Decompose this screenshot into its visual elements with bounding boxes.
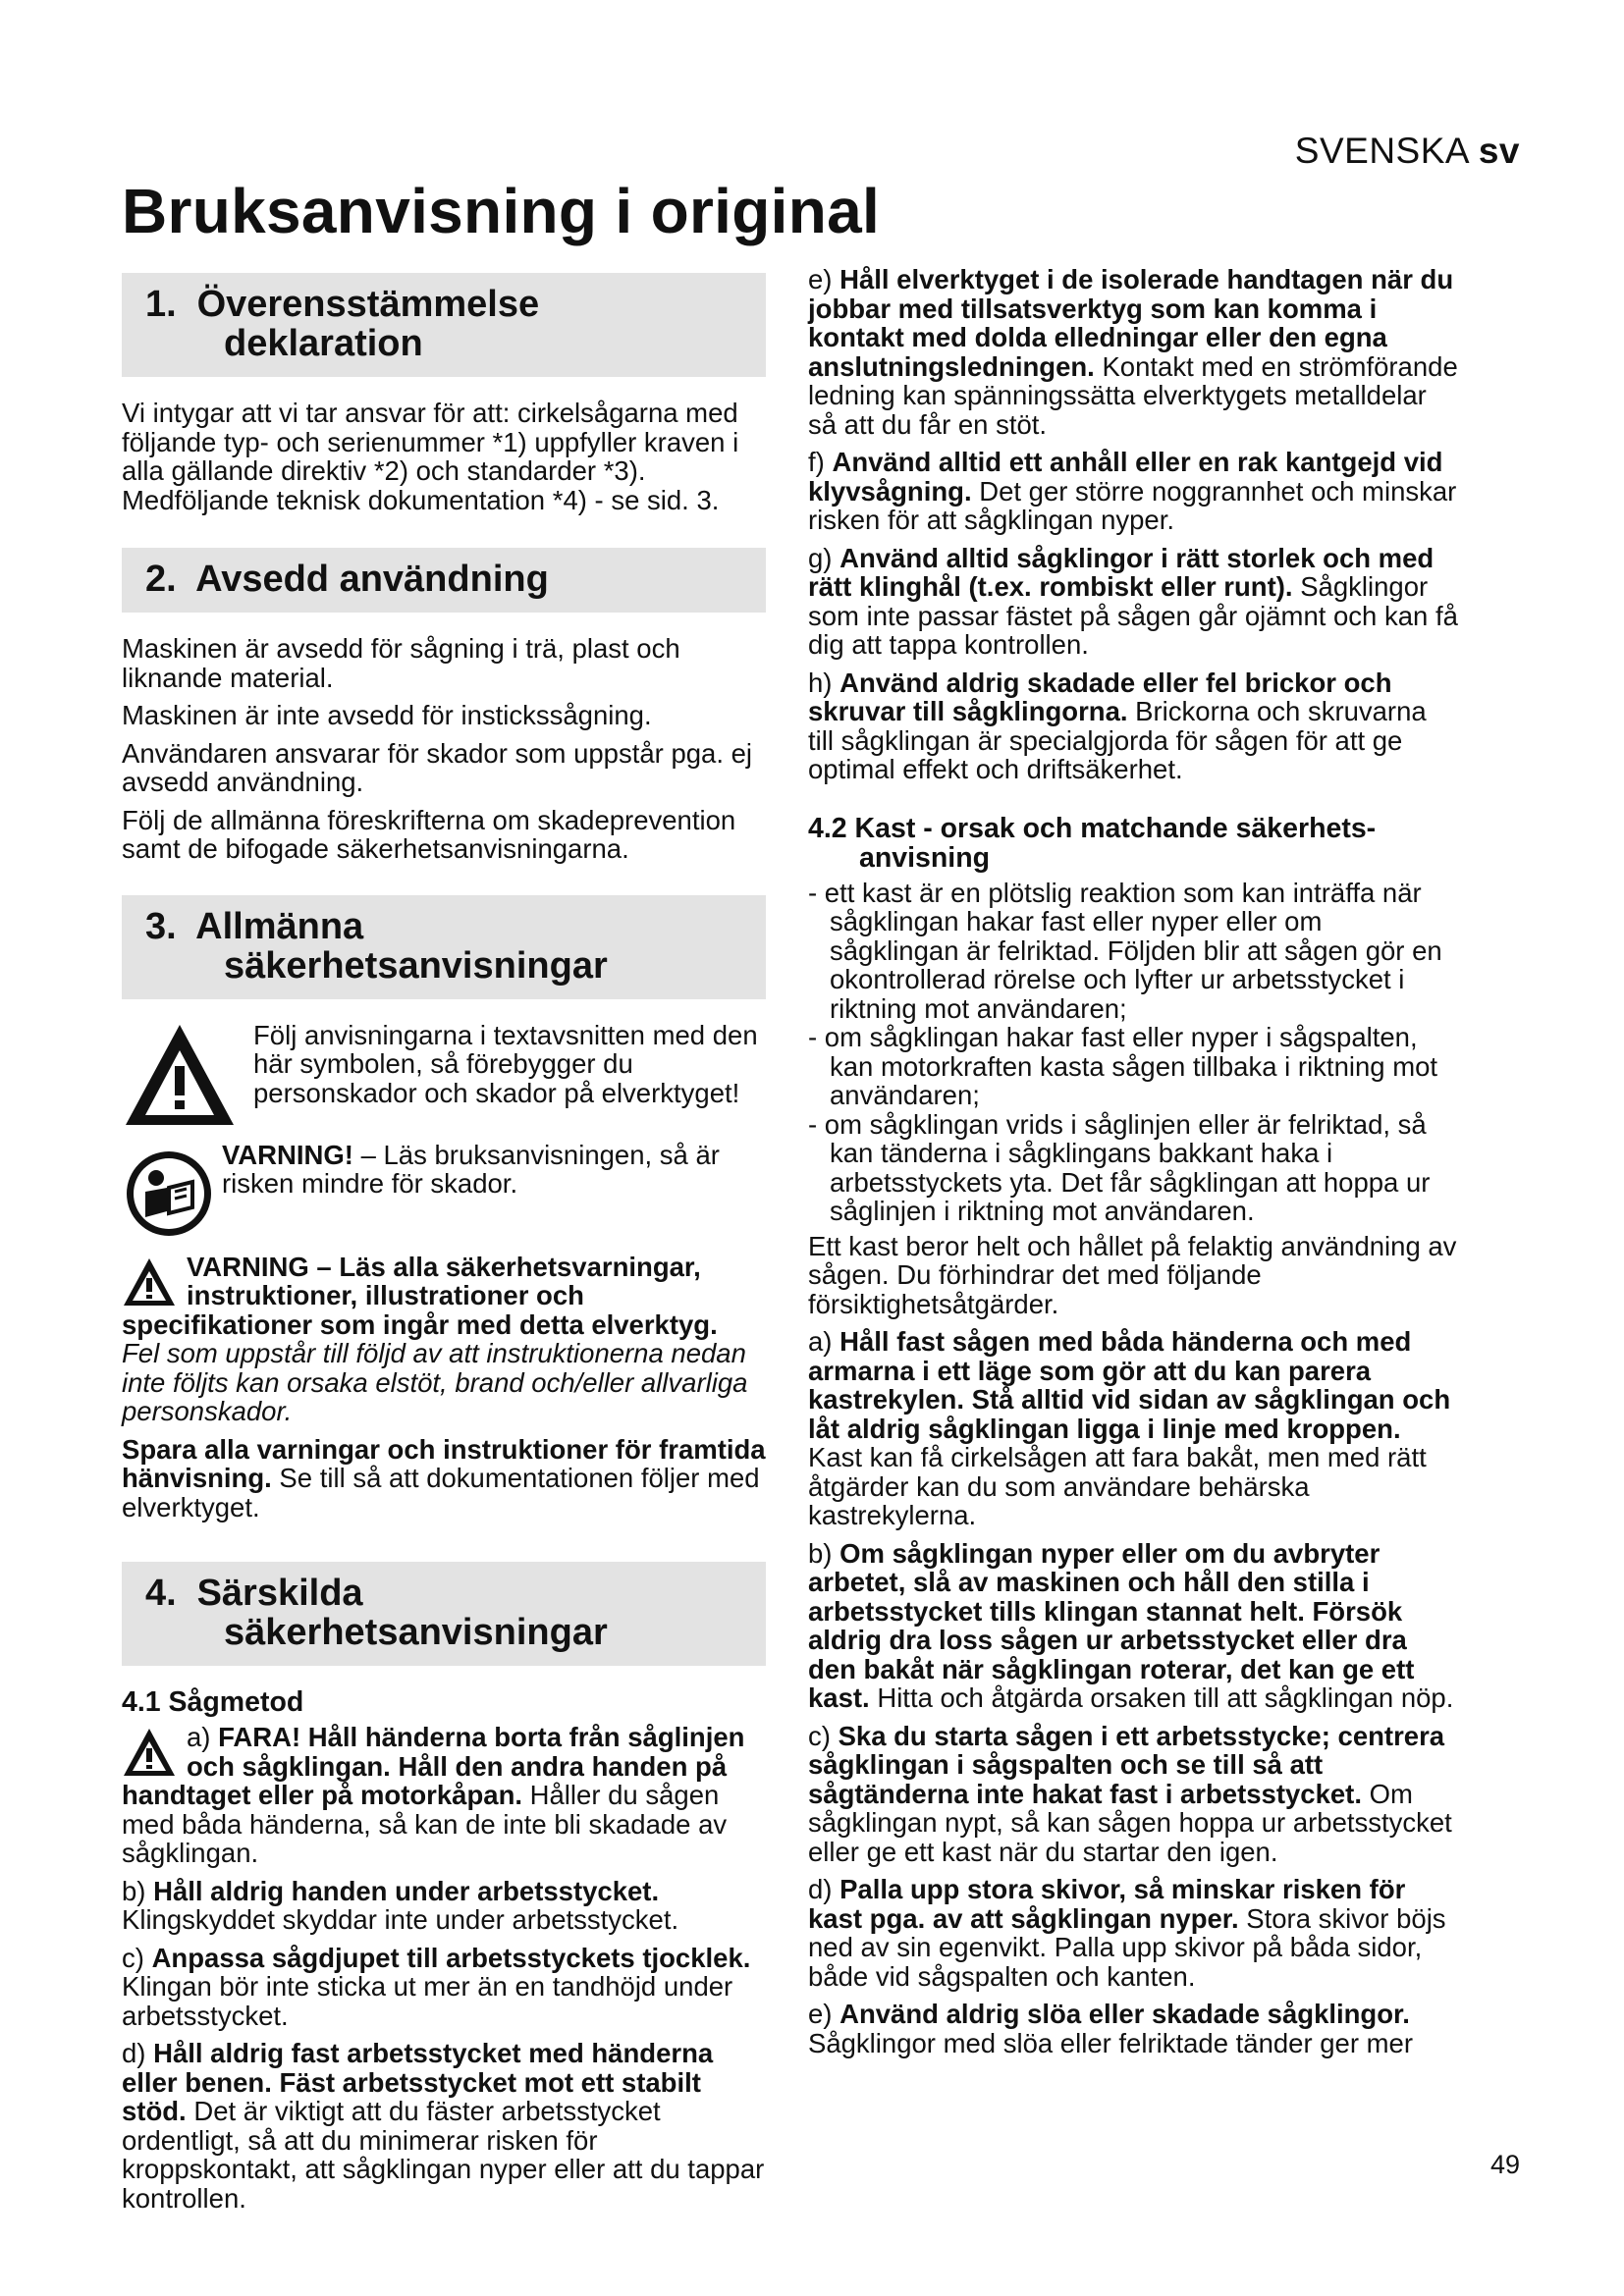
item-g-bold: Använd alltid sågklingor i rätt storlek och med rätt klinghål (t.ex. rombiskt eller runt). [808, 542, 1435, 602]
item-label: e) [808, 264, 840, 294]
section-number: 4. [145, 1573, 177, 1614]
kickback-item-a [808, 1327, 1458, 1530]
item-d-bold: Håll aldrig fast arbetsstycket med händerna eller benen. Fäst arbetsstycket mot ett stabilt stöd. [122, 2038, 714, 2126]
kickback-item-d [808, 1875, 1458, 1991]
kickback-item-d-bold: Palla upp stora skivor, så minskar risken för kast pga. av att sågklingan nyper. [808, 1874, 1406, 1934]
item-e-bold: Håll elverktyget i de isolerade handtagen när du jobbar med tillsatsverktyg som kan komma i kontakt med dolda elledningar eller den egna anslutningsledningen. [808, 264, 1454, 382]
language-name: SVENSKA [1294, 131, 1469, 171]
list-item: - ett kast är en plötslig reaktion som kan inträffa när sågklingan hakar fast eller nyper eller om sågklingan är felriktad. Följden blir att sågen gör en okontrollerad rörelse och lyfter ur arbetsstycket i riktning mot användaren; [808, 877, 1442, 1024]
item-f [808, 448, 1458, 535]
read-manual-text [222, 1141, 766, 1199]
kickback-item-b-body: Hitta och åtgärda orsaken till att sågklingan nöp. [869, 1682, 1454, 1713]
item-label: c) [808, 1720, 839, 1751]
general-warning-italic: Fel som uppstår till följd av att instruktionerna nedan inte följts kan orsaka elstöt, brand och/eller allvarliga personskador. [122, 1338, 748, 1426]
item-h-body: Brickorna och skruvarna till sågklingan är specialgjorda för sågen för att ge optimal effekt och driftsäkerhet. [808, 696, 1427, 784]
kickback-item-a-bold: Håll fast sågen med båda händerna och med armarna i ett läge som gör att du kan parera kastrekylen. Stå alltid vid sidan av sågklingan och låt aldrig sågklingan ligga i linje med kroppen. [808, 1326, 1451, 1444]
item-label: f) [808, 447, 833, 477]
language-label [1295, 131, 1520, 172]
subsection-heading: 4.1 Sågmetod [122, 1686, 304, 1718]
intended-use-paragraph: Användaren ansvarar för skador som uppstår pga. ej avsedd användning. [122, 737, 753, 797]
list-item: - om sågklingan hakar fast eller nyper i sågspalten, kan motorkraften kasta sågen tillbaka i riktning mot användaren; [808, 1022, 1438, 1110]
kickback-item-c-body: Om sågklingan nypt, så kan sågen hoppa ur arbetsstycket eller ge ett kast när du startar den igen. [808, 1778, 1452, 1867]
intended-use-paragraph: Maskinen är inte avsedd för instickssågning. [122, 700, 652, 730]
section-title-line-1: Allmänna [195, 905, 364, 947]
item-b-body: Klingskyddet skyddar inte under arbetsstycket. [122, 1904, 679, 1935]
general-warning-text [122, 1253, 766, 1340]
item-label: d) [122, 2038, 154, 2068]
read-manual-icon [124, 1148, 214, 1239]
item-f-body: Det ger större noggrannhet och minskar risken för att sågklingan nyper. [808, 475, 1457, 535]
warning-triangle-icon [122, 1021, 238, 1129]
warning-triangle-icon [122, 1256, 177, 1308]
item-label: a) [808, 1326, 840, 1357]
save-instructions-text: Se till så att dokumentationen följer med elverktyget. [122, 1463, 760, 1522]
item-label: a) [187, 1722, 219, 1752]
kickback-item-c-bold: Ska du starta sågen i ett arbetsstycke; centrera sågklingan i sågspalten och se till så att sågtänderna inte hakat fast i arbetsstycket. [808, 1720, 1445, 1809]
item-d [122, 2039, 766, 2213]
kickback-item-a-body: Kast kan få cirkelsågen att fara bakåt, men med rätt åtgärder kan du som användare behärska kastrekylerna. [808, 1442, 1427, 1530]
general-warning-block [122, 1253, 766, 1531]
item-label: e) [808, 1999, 840, 2029]
page-number: 49 [1489, 2150, 1520, 2179]
section-number: 3. [145, 905, 177, 947]
item-h [808, 668, 1458, 784]
item-g [808, 544, 1458, 660]
item-a [122, 1723, 766, 1877]
kickback-item-d-body: Stora skivor böjs ned av sin egenvikt. Palla upp skivor på båda sidor, både vid sågspalten och kanten. [808, 1902, 1446, 1992]
section-3-heading [122, 895, 766, 999]
item-label: g) [808, 542, 840, 573]
item-label: d) [808, 1874, 840, 1904]
kickback-paragraph: Ett kast beror helt och hållet på felaktig användning av sågen. Du förhindrar det med följande försiktighetsåtgärder. [808, 1230, 1457, 1319]
item-b [122, 1877, 766, 1935]
item-a-bold: FARA! Håll händerna borta från såglinjen och sågklingan. Håll den andra handen på handtaget eller på motorkåpan. [122, 1722, 745, 1810]
document-title: Bruksanvisning i original [122, 176, 881, 246]
section-title-line-2: säkerhetsanvisningar [224, 944, 608, 987]
item-f-bold: Använd alltid ett anhåll eller en rak kantgejd vid klyvsågning. [808, 447, 1443, 507]
language-code: sv [1478, 131, 1520, 171]
item-c [122, 1944, 766, 2031]
save-instructions [122, 1435, 766, 1522]
item-label: h) [808, 667, 840, 698]
item-label: c) [122, 1942, 152, 1973]
item-a-body: Håller du sågen med båda händerna, så kan de inte bli skadade av sågklingan. [122, 1780, 728, 1868]
section-number: 2. [145, 559, 177, 600]
right-column [808, 265, 1458, 2066]
symbol-explanation: Följ anvisningarna i textavsnitten med den här symbolen, så förebygger du personskador och skador på elverktyget! [253, 1019, 758, 1108]
left-column [122, 265, 766, 2221]
warning-label: VARNING! [222, 1139, 353, 1170]
item-e-body: Kontakt med en strömförande ledning kan spänningssätta elverktygets metalldelar så att du får en stöt. [808, 350, 1458, 440]
item-b-bold: Håll aldrig handen under arbetsstycket. [153, 1875, 660, 1906]
section-4-heading [122, 1562, 766, 1666]
general-warning-bold: VARNING – Läs alla säkerhetsvarningar, instruktioner, illustrationer och specifikationer som ingår med detta elverktyg. [122, 1251, 718, 1340]
section-2-heading [122, 548, 766, 613]
subsection-heading-line-1: 4.2 Kast - orsak och matchande säkerhets- [808, 812, 1377, 844]
kickback-item-e [808, 2000, 1458, 2057]
kickback-item-c [808, 1722, 1458, 1867]
item-c-bold: Anpassa sågdjupet till arbetsstyckets tjocklek. [151, 1942, 751, 1973]
item-g-body: Sågklingor som inte passar fästet på sågen går ojämnt och kan få dig att tappa kontrollen. [808, 571, 1458, 660]
section-title-line-2: säkerhetsanvisningar [224, 1612, 608, 1653]
section-title-line-1: Avsedd användning [195, 559, 549, 600]
section-title-line-1: Särskilda [196, 1573, 363, 1614]
item-e [808, 265, 1458, 439]
kickback-item-e-bold: Använd aldrig slöa eller skadade sågklingor. [839, 1999, 1410, 2029]
kickback-causes-list [808, 879, 1458, 1226]
list-item: - om sågklingan vrids i såglinjen eller är felriktad, så kan tänderna i sågklingans bakkant haka i arbetsstyckets yta. Det får sågklingan att hoppa ur såglinjen i riktning mot användaren. [808, 1108, 1431, 1226]
intended-use-paragraph: Följ de allmänna föreskrifterna om skadeprevention samt de bifogade säkerhetsanvisningarna. [122, 804, 736, 864]
section-number: 1. [145, 284, 177, 325]
section-title-line-1: Överensstämmelse [196, 284, 540, 325]
item-d-body: Det är viktigt att du fäster arbetsstycket ordentligt, så att du minimerar risken för kroppskontakt, att sågklingan nyper eller att du tappar kontrollen. [122, 2096, 765, 2214]
save-instructions-bold: Spara alla varningar och instruktioner för framtida hänvisning. [122, 1433, 766, 1493]
kickback-item-b-bold: Om sågklingan nyper eller om du avbryter arbetet, slå av maskinen och håll den stilla i arbetsstycket tills klingan stannat helt. Försök aldrig dra loss sågen ur arbetsstycket eller dra den bakåt när sågklingan roterar, det kan ge ett kast. [808, 1537, 1415, 1713]
declaration-paragraph: Vi intygar att vi tar ansvar för att: cirkelsågarna med följande typ- och serienummer *1) uppfyller kraven i alla gällande direktiv *2) och standarder *3). Medföljande teknisk dokumentation *4) - se sid. 3. [122, 398, 739, 515]
section-title-line-2: deklaration [224, 323, 423, 364]
subsection-heading [808, 814, 1458, 873]
warning-triangle-icon [122, 1727, 177, 1778]
read-manual-sentence: – Läs bruksanvisningen, så är risken mindre för skador. [222, 1139, 720, 1199]
item-a-text [122, 1723, 766, 1868]
read-manual-note [122, 1135, 766, 1239]
intended-use-paragraph: Maskinen är avsedd för sågning i trä, plast och liknande material. [122, 633, 680, 693]
item-label: b) [808, 1537, 840, 1569]
kickback-item-b [808, 1539, 1458, 1713]
kickback-item-e-body: Sågklingor med slöa eller felriktade tänder ger mer [808, 2027, 1413, 2058]
item-label: b) [122, 1875, 154, 1906]
warning-symbol-note [122, 1021, 766, 1129]
item-c-body: Klingan bör inte sticka ut mer än en tandhöjd under arbetsstycket. [122, 1971, 733, 2031]
item-h-bold: Använd aldrig skadade eller fel brickor och skruvar till sågklingorna. [808, 667, 1392, 726]
section-1-heading [122, 273, 766, 377]
subsection-heading-line-2: anvisning [859, 841, 991, 874]
